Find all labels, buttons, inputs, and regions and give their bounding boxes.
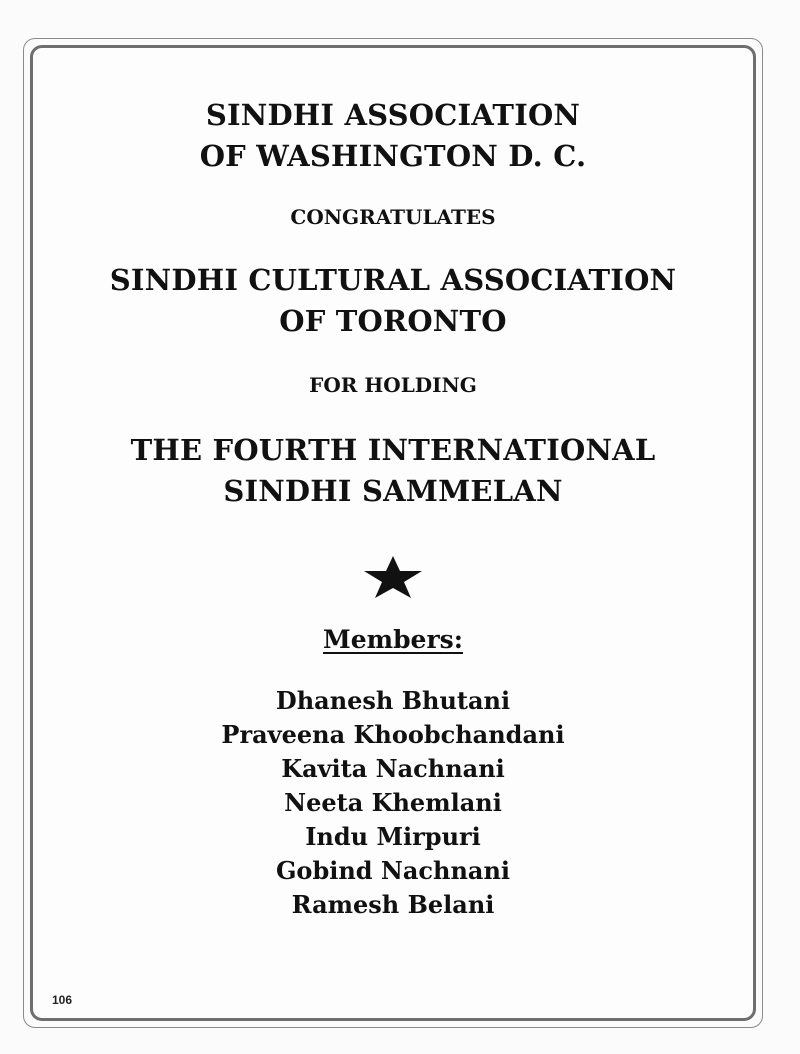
member-name: Kavita Nachnani (281, 754, 505, 783)
congratulates-text-block (33, 204, 753, 230)
organization-title-line-2: OF WASHINGTON D. C. (199, 139, 587, 173)
organization-title (33, 95, 753, 177)
member-name: Ramesh Belani (291, 890, 495, 919)
member-name: Neeta Khemlani (284, 788, 502, 817)
honoree-title-line-1: SINDHI CULTURAL ASSOCIATION (109, 263, 677, 297)
member-name: Dhanesh Bhutani (275, 686, 511, 715)
for-holding-text-block (33, 372, 753, 398)
member-list (33, 684, 753, 922)
honoree-title-line-2: OF TORONTO (279, 304, 507, 338)
for-holding-text: FOR HOLDING (309, 373, 477, 397)
honoree-title (33, 260, 753, 342)
event-title (33, 430, 753, 512)
member-name: Praveena Khoobchandani (221, 720, 565, 749)
event-title-line-1: THE FOURTH INTERNATIONAL (130, 433, 656, 467)
event-title-line-2: SINDHI SAMMELAN (223, 474, 563, 508)
organization-title-line-1: SINDHI ASSOCIATION (205, 98, 581, 132)
page-number: 106 (52, 993, 73, 1007)
advertisement-content (33, 48, 753, 922)
star-ornament (33, 554, 753, 600)
member-name: Gobind Nachnani (275, 856, 511, 885)
members-heading: Members: (323, 625, 463, 654)
congratulates-text: CONGRATULATES (290, 205, 496, 229)
star-icon (362, 554, 424, 600)
member-name: Indu Mirpuri (305, 822, 481, 851)
